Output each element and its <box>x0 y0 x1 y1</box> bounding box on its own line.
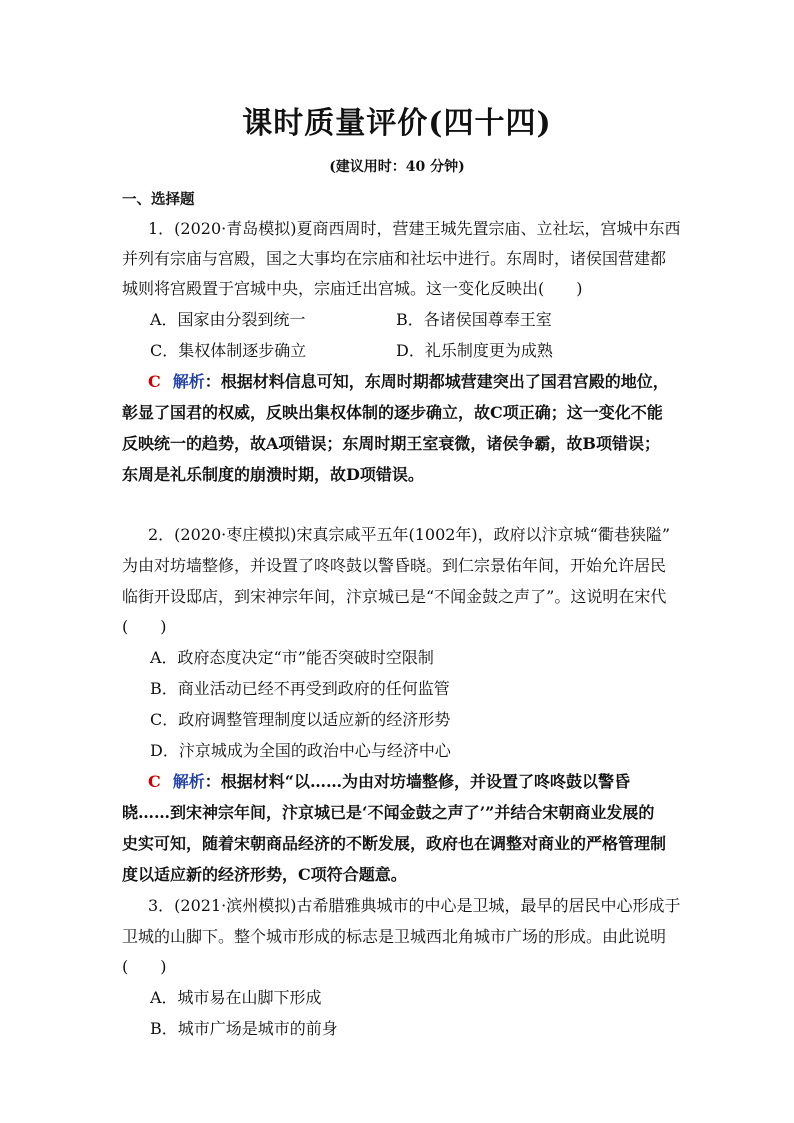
question-stem-line: 卫城的山脚下。整个城市形成的标志是卫城西北角城市广场的形成。由此说明 <box>122 927 667 946</box>
analysis-line <box>148 772 708 792</box>
analysis-text: ：根据材料“以……为由对坊墙整修，并设置了咚咚鼓以警昏 <box>204 772 630 791</box>
analysis-line: 彰显了国君的权威，反映出集权体制的逐步确立，故C项正确；这一变化不能 <box>122 403 663 422</box>
analysis-line: 东周是礼乐制度的崩溃时期，故D项错误。 <box>122 465 424 484</box>
option-b: B．各诸侯国尊奉王室 <box>396 310 552 329</box>
option-c: C．集权体制逐步确立 <box>150 341 307 360</box>
analysis-line <box>148 372 708 392</box>
analysis-label: 解析 <box>172 772 205 791</box>
page-title: 课时质量评价(四十四) <box>242 106 552 141</box>
answer-letter: C <box>148 772 161 791</box>
analysis-line: 度以适应新的经济形势，C项符合题意。 <box>122 865 407 884</box>
analysis-line: 反映统一的趋势，故A项错误；东周时期王室衰微，诸侯争霸，故B项错误； <box>122 434 660 453</box>
option-b: B．城市广场是城市的前身 <box>150 1019 338 1038</box>
question-stem-line: 城则将宫殿置于宫城中央，宗庙迁出宫城。这一变化反映出( ) <box>122 279 583 298</box>
section-heading: 一、选择题 <box>122 191 195 208</box>
analysis-label: 解析 <box>172 372 205 391</box>
analysis-line: 史实可知，随着宋朝商品经济的不断发展，政府也在调整对商业的严格管理制 <box>122 834 667 853</box>
answer-letter: C <box>148 372 161 391</box>
option-b: B．商业活动已经不再受到政府的任何监管 <box>150 679 450 698</box>
option-d: D．礼乐制度更为成熟 <box>396 341 553 360</box>
option-d: D．汴京城成为全国的政治中心与经济中心 <box>150 741 451 760</box>
analysis-text: ：根据材料信息可知，东周时期都城营建突出了国君宫殿的地位， <box>204 372 669 391</box>
question-stem-line: ( ) <box>122 957 167 976</box>
question-stem-line: 临街开设邸店，到宋神宗年间，汴京城已是“不闻金鼓之声了”。这说明在宋代 <box>122 587 667 606</box>
option-a: A．城市易在山脚下形成 <box>150 988 322 1007</box>
option-c: C．政府调整管理制度以适应新的经济形势 <box>150 710 451 729</box>
question-stem-line: 2．(2020·枣庄模拟)宋真宗咸平五年(1002年)，政府以汴京城“衢巷狭隘” <box>148 525 671 544</box>
option-a: A．政府态度决定“市”能否突破时空限制 <box>150 648 434 667</box>
question-stem-line: 3．(2021·滨州模拟)古希腊雅典城市的中心是卫城，最早的居民中心形成于 <box>148 896 681 915</box>
suggested-time: (建议用时：40 分钟) <box>329 159 465 175</box>
question-stem-line: 1．(2020·青岛模拟)夏商西周时，营建王城先置宗庙、立社坛，宫城中东西 <box>148 219 681 238</box>
option-a: A．国家由分裂到统一 <box>150 310 306 329</box>
question-stem-line: 并列有宗庙与宫殿，国之大事均在宗庙和社坛中进行。东周时，诸侯国营建都 <box>122 249 667 268</box>
question-stem-line: ( ) <box>122 617 167 636</box>
analysis-line: 晓……到宋神宗年间，汴京城已是‘不闻金鼓之声了’”并结合宋朝商业发展的 <box>122 803 655 822</box>
question-stem-line: 为由对坊墙整修，并设置了咚咚鼓以警昏晓。到仁宗景佑年间，开始允许居民 <box>122 556 667 575</box>
